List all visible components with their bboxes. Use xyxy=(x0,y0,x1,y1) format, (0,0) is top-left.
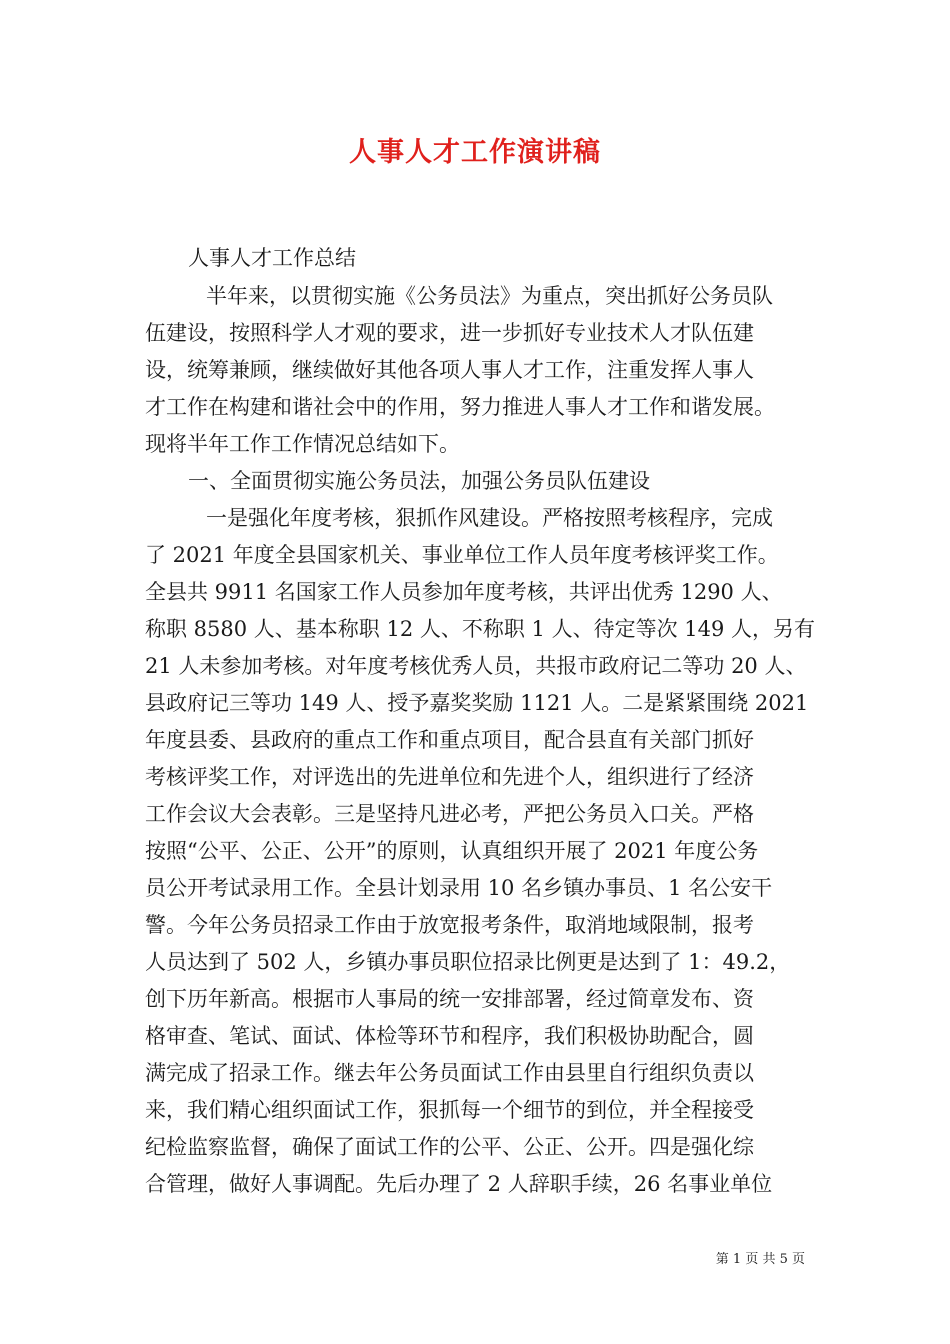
paragraph-line: 创下历年新高。根据市人事局的统一安排部署，经过简章发布、资 xyxy=(145,987,754,1011)
paragraph-line: 半年来，以贯彻实施《公务员法》为重点，突出抓好公务员队 xyxy=(206,284,773,308)
paragraph-line: 满完成了招录工作。继去年公务员面试工作由县里自行组织负责以 xyxy=(145,1061,754,1085)
section-heading: 一、全面贯彻实施公务员法，加强公务员队伍建设 xyxy=(188,469,650,493)
paragraph-line: 全县共 9911 名国家工作人员参加年度考核，共评出优秀 1290 人、 xyxy=(145,580,783,604)
paragraph-line: 警。今年公务员招录工作由于放宽报考条件，取消地域限制，报考 xyxy=(145,913,754,937)
paragraph-line: 设，统筹兼顾，继续做好其他各项人事人才工作，注重发挥人事人 xyxy=(145,358,754,382)
paragraph-line: 人员达到了 502 人，乡镇办事员职位招录比例更是达到了 1：49.2， xyxy=(145,950,791,974)
paragraph-line: 一是强化年度考核，狠抓作风建设。严格按照考核程序，完成 xyxy=(206,506,773,530)
paragraph-line: 才工作在构建和谐社会中的作用，努力推进人事人才工作和谐发展。 xyxy=(145,395,775,419)
paragraph-line: 合管理，做好人事调配。先后办理了 2 人辞职手续，26 名事业单位 xyxy=(145,1172,773,1196)
paragraph-line: 格审查、笔试、面试、体检等环节和程序，我们积极协助配合，圆 xyxy=(145,1024,754,1048)
paragraph-line: 年度县委、县政府的重点工作和重点项目，配合县直有关部门抓好 xyxy=(145,728,754,752)
paragraph-line: 21 人未参加考核。对年度考核优秀人员，共报市政府记二等功 20 人、 xyxy=(145,654,807,678)
paragraph-line: 员公开考试录用工作。全县计划录用 10 名乡镇办事员、1 名公安干 xyxy=(145,876,773,900)
section-heading: 人事人才工作总结 xyxy=(188,246,356,270)
paragraph-line: 县政府记三等功 149 人、授予嘉奖奖励 1121 人。二是紧紧围绕 2021 xyxy=(145,691,809,715)
paragraph-line: 按照“公平、公正、公开”的原则，认真组织开展了 2021 年度公务 xyxy=(145,839,759,863)
paragraph-line: 伍建设，按照科学人才观的要求，进一步抓好专业技术人才队伍建 xyxy=(145,321,754,345)
document-title: 人事人才工作演讲稿 xyxy=(349,137,601,168)
paragraph-line: 称职 8580 人、基本称职 12 人、不称职 1 人、待定等次 149 人，另有 xyxy=(145,617,816,641)
paragraph-line: 考核评奖工作，对评选出的先进单位和先进个人，组织进行了经济 xyxy=(145,765,754,789)
page-number-footer: 第 1 页 共 5 页 xyxy=(715,1252,805,1267)
paragraph-line: 纪检监察监督，确保了面试工作的公平、公正、公开。四是强化综 xyxy=(145,1135,754,1159)
paragraph-line: 工作会议大会表彰。三是坚持凡进必考，严把公务员入口关。严格 xyxy=(145,802,754,826)
paragraph-line: 了 2021 年度全县国家机关、事业单位工作人员年度考核评奖工作。 xyxy=(145,543,779,567)
paragraph-line: 来，我们精心组织面试工作，狠抓每一个细节的到位，并全程接受 xyxy=(145,1098,754,1122)
paragraph-line: 现将半年工作工作情况总结如下。 xyxy=(145,432,460,456)
